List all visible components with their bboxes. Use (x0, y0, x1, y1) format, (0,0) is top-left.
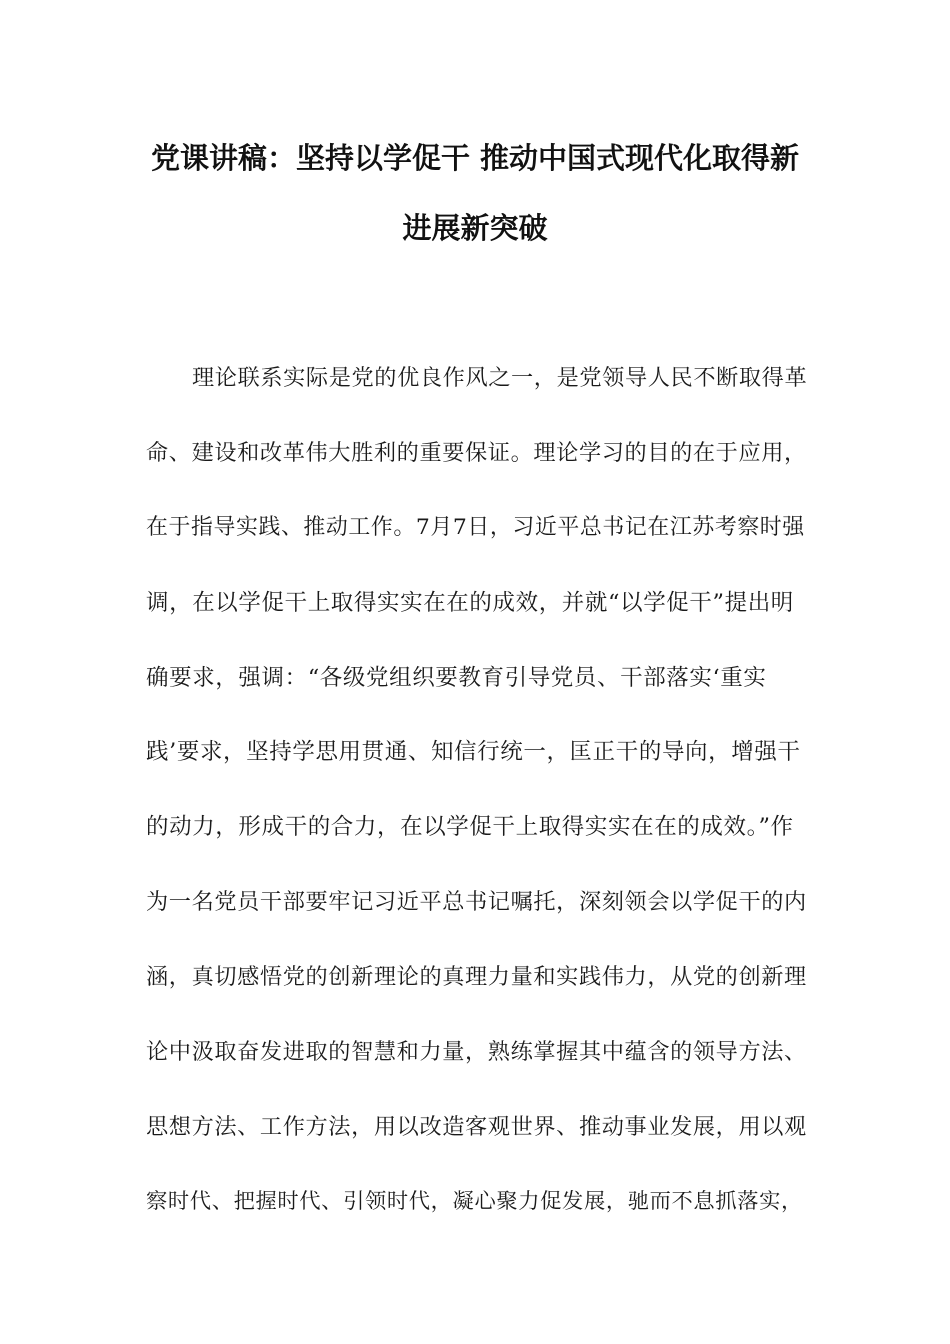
paragraph-line: 为一名党员干部要牢记习近平总书记嘱托，深刻领会以学促干的内 (146, 889, 807, 915)
document-title-line-1: 党课讲稿：坚持以学促干 推动中国式现代化取得新 (150, 141, 800, 175)
paragraph-line: 命、建设和改革伟大胜利的重要保证。理论学习的目的在于应用， (146, 440, 807, 466)
paragraph-line: 的动力，形成干的合力，在以学促干上取得实实在在的成效。”作 (146, 814, 794, 840)
paragraph-line: 涵，真切感悟党的创新理论的真理力量和实践伟力，从党的创新理 (146, 964, 807, 990)
paragraph-line: 调，在以学促干上取得实实在在的成效，并就“以学促干”提出明 (146, 590, 794, 616)
paragraph-line: 思想方法、工作方法，用以改造客观世界、推动事业发展，用以观 (146, 1114, 807, 1140)
paragraph-line: 察时代、把握时代、引领时代，凝心聚力促发展，驰而不息抓落实， (146, 1189, 803, 1214)
paragraph-line: 践’要求，坚持学思用贯通、知信行统一，匡正干的导向，增强干 (146, 739, 801, 765)
paragraph-line: 确要求，强调：“各级党组织要教育引导党员、干部落实‘重实 (146, 665, 767, 691)
document-title-line-2: 进展新突破 (402, 211, 548, 245)
paragraph-line: 论中汲取奋发进取的智慧和力量，熟练掌握其中蕴含的领导方法、 (146, 1039, 807, 1065)
paragraph-line: 理论联系实际是党的优良作风之一，是党领导人民不断取得革 (192, 365, 808, 391)
paragraph-line: 在于指导实践、推动工作。7月7日，习近平总书记在江苏考察时强 (146, 515, 805, 540)
